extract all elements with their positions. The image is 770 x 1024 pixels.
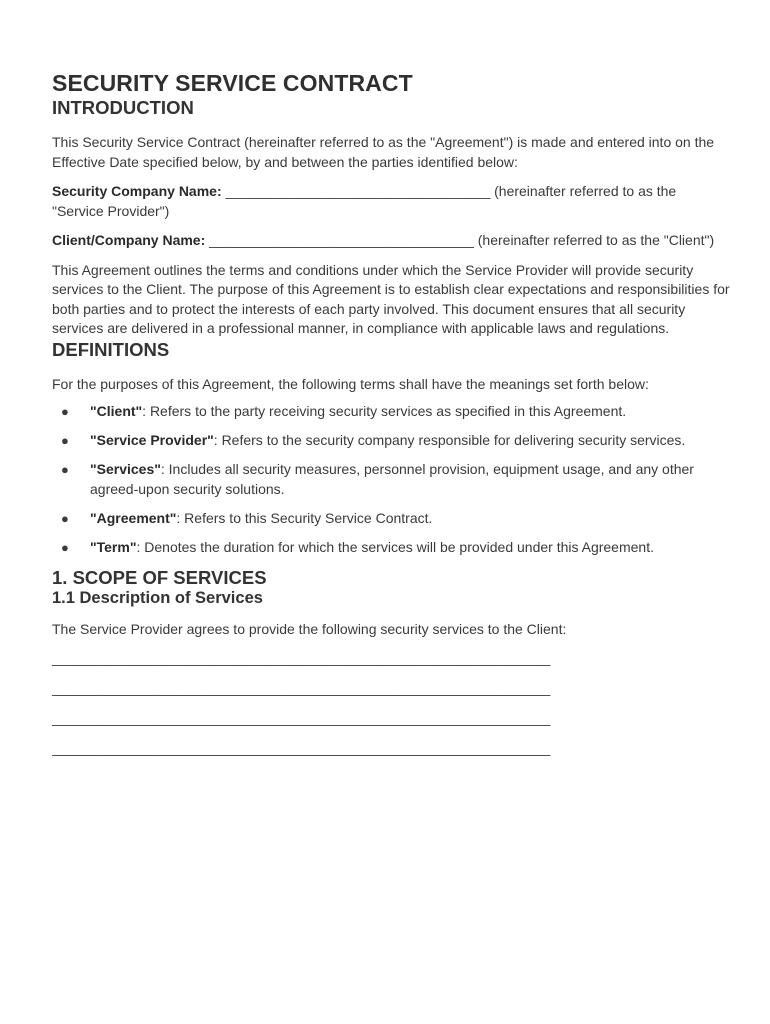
description-of-services-heading: 1.1 Description of Services (52, 588, 263, 607)
definition-item (52, 431, 730, 451)
client-company-name-field (52, 231, 730, 251)
definition-text: : Denotes the duration for which the services will be provided under this Agreement. (136, 538, 654, 555)
definition-text: : Refers to this Security Service Contract. (176, 509, 433, 526)
blank-line: ________________________________________________________________ (52, 650, 551, 666)
blank-line: ________________________________________________________________ (52, 710, 551, 726)
client-company-name-label: Client/Company Name: (52, 232, 206, 248)
definition-term: "Service Provider" (90, 432, 214, 448)
bullet-icon: ● (61, 404, 69, 419)
security-company-name-field (52, 182, 730, 221)
blank-line: ________________________________________________________________ (52, 740, 551, 756)
definition-item (52, 538, 730, 558)
definition-term: "Term" (90, 538, 137, 555)
definition-text: : Refers to the party receiving security services as specified in this Agreement. (142, 403, 627, 419)
blank-line: ________________________________________________________________ (52, 680, 551, 696)
security-company-name-label: Security Company Name: (52, 183, 222, 199)
document-title: SECURITY SERVICE CONTRACT (52, 70, 413, 96)
introduction-paragraph: This Security Service Contract (hereinafter referred to as the "Agreement") is made and entered into on the Effective Date specified below, by and between the parties identified below: (52, 134, 715, 170)
bullet-icon: ● (61, 462, 69, 477)
definition-term: "Services" (90, 461, 161, 477)
bullet-icon: ● (61, 539, 69, 555)
definition-item (52, 402, 730, 422)
definition-term: "Agreement" (90, 509, 177, 526)
definition-text: : Refers to the security company responsible for delivering security services. (213, 432, 686, 448)
bullet-icon: ● (61, 510, 69, 526)
bullet-icon: ● (61, 433, 69, 448)
definition-item (52, 509, 730, 529)
definitions-list (52, 402, 730, 557)
definition-item (52, 460, 730, 499)
definition-term: "Client" (90, 403, 143, 419)
scope-of-services-heading: 1. SCOPE OF SERVICES (52, 566, 267, 588)
client-company-name-blank: __________________________________ (hereinafter referred to as the "Client") (205, 232, 715, 248)
security-company-name-blank: __________________________________ (hereinafter referred to as the "Service Provider") (52, 183, 677, 219)
definitions-intro: For the purposes of this Agreement, the following terms shall have the meanings set forth below: (52, 375, 649, 392)
services-blank-lines (52, 643, 730, 763)
definitions-heading: DEFINITIONS (52, 338, 170, 360)
introduction-heading: INTRODUCTION (52, 97, 194, 118)
description-of-services-paragraph: The Service Provider agrees to provide the following security services to the Client: (52, 620, 567, 637)
definition-text: : Includes all security measures, personnel provision, equipment usage, and any other agreed-upon security solutions. (90, 461, 694, 497)
agreement-purpose-paragraph: This Agreement outlines the terms and conditions under which the Service Provider will provide security services to the Client. The purpose of this Agreement is to establish clear expectations and responsibilities for both parties and to protect the interests of each party involved. This document ensures that all security services are delivered in a professional manner, in compliance with applicable laws and regulations. (52, 261, 730, 336)
